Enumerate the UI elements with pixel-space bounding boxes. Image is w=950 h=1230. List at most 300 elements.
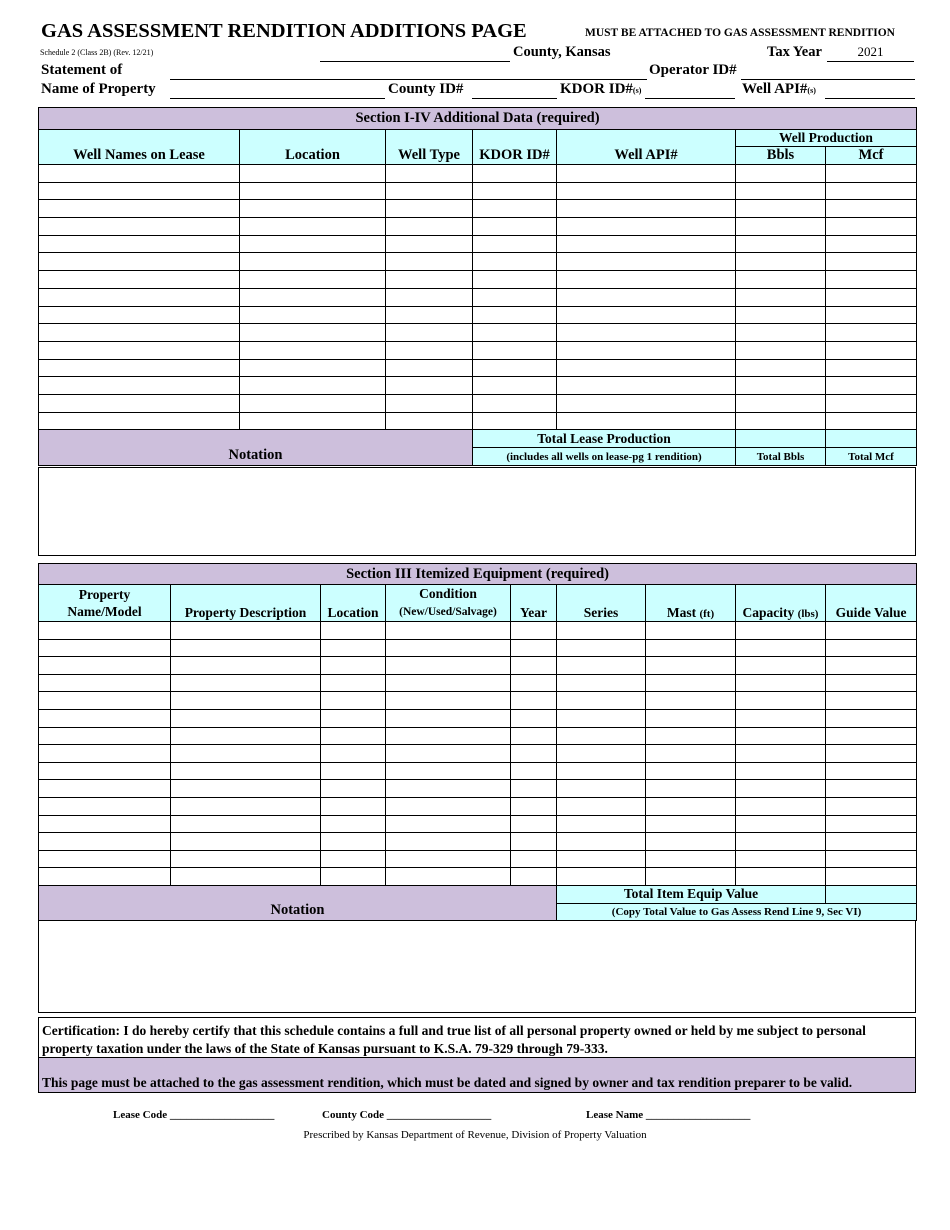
table-cell[interactable] [646,868,736,886]
table-cell[interactable] [826,288,917,306]
table-cell[interactable] [39,639,171,657]
table-cell[interactable] [473,182,557,200]
well-row [39,253,917,271]
well-api-label: Well API#(s) [742,81,816,97]
table-cell[interactable] [557,833,646,851]
table-cell[interactable] [826,200,917,218]
well-row [39,200,917,218]
table-cell[interactable] [386,727,511,745]
table-cell[interactable] [39,745,171,763]
table-cell[interactable] [171,692,321,710]
table-cell[interactable] [736,288,826,306]
table-cell[interactable] [557,868,646,886]
well-row [39,182,917,200]
table-cell[interactable] [473,288,557,306]
table-cell[interactable] [826,394,917,412]
table-cell[interactable] [321,745,386,763]
table-cell[interactable] [557,377,736,395]
table-cell[interactable] [557,674,646,692]
table-cell[interactable] [386,657,511,675]
table-cell[interactable] [240,235,386,253]
table-cell[interactable] [473,165,557,183]
table-cell[interactable] [386,288,473,306]
table-cell[interactable] [557,780,646,798]
table-cell[interactable] [386,306,473,324]
table-cell[interactable] [826,165,917,183]
table-cell[interactable] [511,657,557,675]
table-cell[interactable] [386,868,511,886]
table-cell[interactable] [557,271,736,289]
table-cell[interactable] [557,165,736,183]
table-cell[interactable] [826,815,917,833]
table-cell[interactable] [736,780,826,798]
total-bbls-value[interactable] [736,430,826,448]
table-cell[interactable] [39,288,240,306]
table-cell[interactable] [321,780,386,798]
table-cell[interactable] [736,797,826,815]
county-code-field[interactable]: County Code ___________________ [322,1109,492,1121]
table-cell[interactable] [736,745,826,763]
table-cell[interactable] [39,359,240,377]
table-cell[interactable] [39,200,240,218]
table-cell[interactable] [511,727,557,745]
table-cell[interactable] [240,359,386,377]
table-cell[interactable] [557,657,646,675]
table-cell[interactable] [39,412,240,430]
table-cell[interactable] [557,815,646,833]
table-cell[interactable] [736,850,826,868]
table-cell[interactable] [171,745,321,763]
section1-notation-box[interactable] [38,467,916,556]
table-cell[interactable] [39,674,171,692]
table-cell[interactable] [826,639,917,657]
well-row [39,235,917,253]
table-cell[interactable] [646,780,736,798]
table-cell[interactable] [826,182,917,200]
table-cell[interactable] [321,692,386,710]
col-guide-value: Guide Value [826,585,917,622]
tax-year-field[interactable]: 2021 [827,44,914,62]
equipment-row [39,657,917,675]
table-cell[interactable] [826,341,917,359]
table-cell[interactable] [473,324,557,342]
table-cell[interactable] [240,412,386,430]
table-cell[interactable] [240,288,386,306]
table-cell[interactable] [171,727,321,745]
table-cell[interactable] [826,709,917,727]
col-condition: Condition (New/Used/Salvage) [386,585,511,622]
table-cell[interactable] [39,377,240,395]
table-cell[interactable] [557,306,736,324]
table-cell[interactable] [240,341,386,359]
table-cell[interactable] [386,324,473,342]
table-cell[interactable] [321,657,386,675]
table-cell[interactable] [39,341,240,359]
table-cell[interactable] [171,639,321,657]
prescribed-by: Prescribed by Kansas Department of Revenue, Division of Property Valuation [303,1129,647,1141]
table-cell[interactable] [321,815,386,833]
col-location: Location [240,130,386,165]
table-cell[interactable] [386,271,473,289]
table-cell[interactable] [39,797,171,815]
county-id-label: County ID# [388,81,464,97]
table-cell[interactable] [826,833,917,851]
table-cell[interactable] [557,692,646,710]
table-cell[interactable] [511,639,557,657]
kdor-id-label: KDOR ID#(s) [560,81,642,97]
table-cell[interactable] [736,709,826,727]
total-lease-production-label: Total Lease Production [473,430,736,448]
col-mcf: Mcf [826,147,917,165]
table-cell[interactable] [511,833,557,851]
table-cell[interactable] [386,394,473,412]
table-cell[interactable] [557,797,646,815]
table-cell[interactable] [321,622,386,640]
table-cell[interactable] [171,815,321,833]
table-cell[interactable] [171,833,321,851]
table-cell[interactable] [646,745,736,763]
operator-id-field[interactable] [741,64,915,80]
table-cell[interactable] [646,692,736,710]
table-cell[interactable] [321,674,386,692]
table-cell[interactable] [321,709,386,727]
table-cell[interactable] [736,412,826,430]
table-cell[interactable] [646,797,736,815]
table-cell[interactable] [826,797,917,815]
table-cell[interactable] [826,271,917,289]
table-cell[interactable] [826,780,917,798]
table-cell[interactable] [736,868,826,886]
table-cell[interactable] [473,200,557,218]
table-cell[interactable] [39,622,171,640]
table-cell[interactable] [826,253,917,271]
table-cell[interactable] [39,306,240,324]
table-cell[interactable] [646,622,736,640]
table-cell[interactable] [386,850,511,868]
well-row [39,165,917,183]
table-cell[interactable] [646,850,736,868]
table-cell[interactable] [39,271,240,289]
table-cell[interactable] [646,727,736,745]
table-cell[interactable] [736,394,826,412]
table-cell[interactable] [171,850,321,868]
table-cell[interactable] [826,412,917,430]
table-cell[interactable] [386,377,473,395]
table-cell[interactable] [736,762,826,780]
table-cell[interactable] [736,692,826,710]
table-cell[interactable] [39,709,171,727]
equipment-row [39,727,917,745]
total-item-equip-label: Total Item Equip Value [557,885,826,903]
lease-name-field[interactable]: Lease Name ___________________ [586,1109,751,1121]
table-cell[interactable] [240,200,386,218]
table-cell[interactable] [557,235,736,253]
well-row [39,324,917,342]
table-cell[interactable] [511,815,557,833]
table-cell[interactable] [557,762,646,780]
well-row [39,394,917,412]
table-cell[interactable] [39,165,240,183]
table-cell[interactable] [240,306,386,324]
col-eq-location: Location [321,585,386,622]
table-cell[interactable] [39,780,171,798]
total-item-equip-value[interactable] [826,885,917,903]
table-cell[interactable] [646,639,736,657]
equipment-row [39,797,917,815]
table-cell[interactable] [171,762,321,780]
table-cell[interactable] [646,674,736,692]
well-row [39,271,917,289]
table-cell[interactable] [39,850,171,868]
table-cell[interactable] [39,235,240,253]
table-cell[interactable] [557,182,736,200]
table-cell[interactable] [473,253,557,271]
col-property-name-model: Property Name/Model [39,585,171,622]
table-cell[interactable] [386,815,511,833]
equipment-row [39,868,917,886]
equipment-row [39,692,917,710]
table-cell[interactable] [386,235,473,253]
table-cell[interactable] [826,674,917,692]
table-cell[interactable] [826,306,917,324]
table-cell[interactable] [386,709,511,727]
table-cell[interactable] [39,762,171,780]
table-cell[interactable] [826,745,917,763]
table-cell[interactable] [386,780,511,798]
table-cell[interactable] [646,657,736,675]
table-cell[interactable] [511,692,557,710]
county-id-field[interactable] [472,83,557,99]
section1-table [38,107,917,466]
table-cell[interactable] [826,868,917,886]
table-cell[interactable] [386,341,473,359]
table-cell[interactable] [321,868,386,886]
table-cell[interactable] [386,182,473,200]
table-cell[interactable] [826,762,917,780]
table-cell[interactable] [171,780,321,798]
table-cell[interactable] [557,341,736,359]
table-cell[interactable] [557,359,736,377]
table-cell[interactable] [321,727,386,745]
table-cell[interactable] [240,394,386,412]
table-cell[interactable] [826,218,917,236]
table-cell[interactable] [736,377,826,395]
table-cell[interactable] [511,868,557,886]
table-cell[interactable] [386,359,473,377]
table-cell[interactable] [646,833,736,851]
table-cell[interactable] [386,165,473,183]
table-cell[interactable] [473,235,557,253]
equipment-row [39,622,917,640]
table-cell[interactable] [39,833,171,851]
table-cell[interactable] [39,815,171,833]
table-cell[interactable] [557,639,646,657]
table-cell[interactable] [736,622,826,640]
table-cell[interactable] [39,868,171,886]
table-cell[interactable] [511,797,557,815]
table-cell[interactable] [39,394,240,412]
table-cell[interactable] [736,833,826,851]
table-cell[interactable] [557,394,736,412]
table-cell[interactable] [240,165,386,183]
table-cell[interactable] [736,815,826,833]
equipment-row [39,745,917,763]
table-cell[interactable] [557,253,736,271]
col-well-api: Well API# [557,130,736,165]
table-cell[interactable] [240,218,386,236]
table-cell[interactable] [321,639,386,657]
col-bbls: Bbls [736,147,826,165]
table-cell[interactable] [557,200,736,218]
table-cell[interactable] [386,412,473,430]
table-cell[interactable] [386,797,511,815]
table-cell[interactable] [646,815,736,833]
col-year: Year [511,585,557,622]
tax-year-label: Tax Year [767,44,822,60]
table-cell[interactable] [557,709,646,727]
table-cell[interactable] [39,182,240,200]
table-cell[interactable] [321,850,386,868]
table-cell[interactable] [736,359,826,377]
table-cell[interactable] [473,412,557,430]
kdor-id-field[interactable] [645,83,735,99]
equipment-row [39,674,917,692]
table-cell[interactable] [39,727,171,745]
table-cell[interactable] [511,622,557,640]
table-cell[interactable] [473,306,557,324]
table-cell[interactable] [736,165,826,183]
total-bbls-label: Total Bbls [736,448,826,466]
table-cell[interactable] [171,709,321,727]
table-cell[interactable] [386,639,511,657]
table-cell[interactable] [473,377,557,395]
lease-code-field[interactable]: Lease Code ___________________ [113,1109,275,1121]
section3-notation-box[interactable] [38,920,916,1013]
table-cell[interactable] [171,674,321,692]
table-cell[interactable] [826,235,917,253]
table-cell[interactable] [473,218,557,236]
county-name-field[interactable] [320,46,510,62]
table-cell[interactable] [386,762,511,780]
table-cell[interactable] [240,182,386,200]
table-cell[interactable] [736,727,826,745]
table-cell[interactable] [386,674,511,692]
table-cell[interactable] [39,253,240,271]
table-cell[interactable] [736,271,826,289]
well-api-field[interactable] [825,83,915,99]
table-cell[interactable] [557,324,736,342]
table-cell[interactable] [321,762,386,780]
statement-of-field[interactable] [170,64,647,80]
table-cell[interactable] [473,359,557,377]
table-cell[interactable] [826,850,917,868]
table-cell[interactable] [240,253,386,271]
table-cell[interactable] [386,833,511,851]
table-cell[interactable] [240,377,386,395]
table-cell[interactable] [386,218,473,236]
table-cell[interactable] [171,622,321,640]
table-cell[interactable] [473,271,557,289]
table-cell[interactable] [557,218,736,236]
table-cell[interactable] [736,200,826,218]
table-cell[interactable] [826,324,917,342]
table-cell[interactable] [557,412,736,430]
table-cell[interactable] [511,762,557,780]
property-name-field[interactable] [170,83,385,99]
table-cell[interactable] [826,657,917,675]
table-cell[interactable] [511,780,557,798]
table-cell[interactable] [321,797,386,815]
table-cell[interactable] [386,622,511,640]
table-cell[interactable] [386,745,511,763]
table-cell[interactable] [736,341,826,359]
table-cell[interactable] [386,692,511,710]
table-cell[interactable] [240,271,386,289]
table-cell[interactable] [171,797,321,815]
well-row [39,359,917,377]
table-cell[interactable] [39,218,240,236]
table-cell[interactable] [736,235,826,253]
section3-notation-label: Notation [39,885,557,920]
table-cell[interactable] [736,324,826,342]
col-series: Series [557,585,646,622]
table-cell[interactable] [511,709,557,727]
table-cell[interactable] [736,218,826,236]
table-cell[interactable] [511,674,557,692]
table-cell[interactable] [511,745,557,763]
table-cell[interactable] [557,745,646,763]
table-cell[interactable] [826,727,917,745]
table-cell[interactable] [557,288,736,306]
table-cell[interactable] [171,868,321,886]
table-cell[interactable] [240,324,386,342]
table-cell[interactable] [171,657,321,675]
table-cell[interactable] [646,709,736,727]
table-cell[interactable] [736,182,826,200]
table-cell[interactable] [646,762,736,780]
county-kansas-label: County, Kansas [513,44,611,60]
table-cell[interactable] [39,324,240,342]
table-cell[interactable] [386,200,473,218]
col-property-description: Property Description [171,585,321,622]
table-cell[interactable] [511,850,557,868]
table-cell[interactable] [736,306,826,324]
col-kdor-id: KDOR ID# [473,130,557,165]
certification-text: Certification: I do hereby certify that this schedule contains a full and true list of all personal property owned or held by me subject to personal property taxation under the laws of the State of Kansas pursuant to K.S.A. 79-329 through 79-333. [38,1017,916,1058]
col-well-names: Well Names on Lease [39,130,240,165]
table-cell[interactable] [39,692,171,710]
table-cell[interactable] [473,341,557,359]
table-cell[interactable] [321,833,386,851]
table-cell[interactable] [826,377,917,395]
table-cell[interactable] [736,639,826,657]
table-cell[interactable] [557,850,646,868]
table-cell[interactable] [473,394,557,412]
table-cell[interactable] [736,657,826,675]
attach-notice: MUST BE ATTACHED TO GAS ASSESSMENT RENDITION [585,27,895,39]
table-cell[interactable] [386,253,473,271]
well-row [39,412,917,430]
table-cell[interactable] [736,674,826,692]
table-cell[interactable] [557,622,646,640]
table-cell[interactable] [736,253,826,271]
table-cell[interactable] [826,692,917,710]
total-mcf-value[interactable] [826,430,917,448]
table-cell[interactable] [826,359,917,377]
table-cell[interactable] [557,727,646,745]
table-cell[interactable] [826,622,917,640]
table-cell[interactable] [39,657,171,675]
